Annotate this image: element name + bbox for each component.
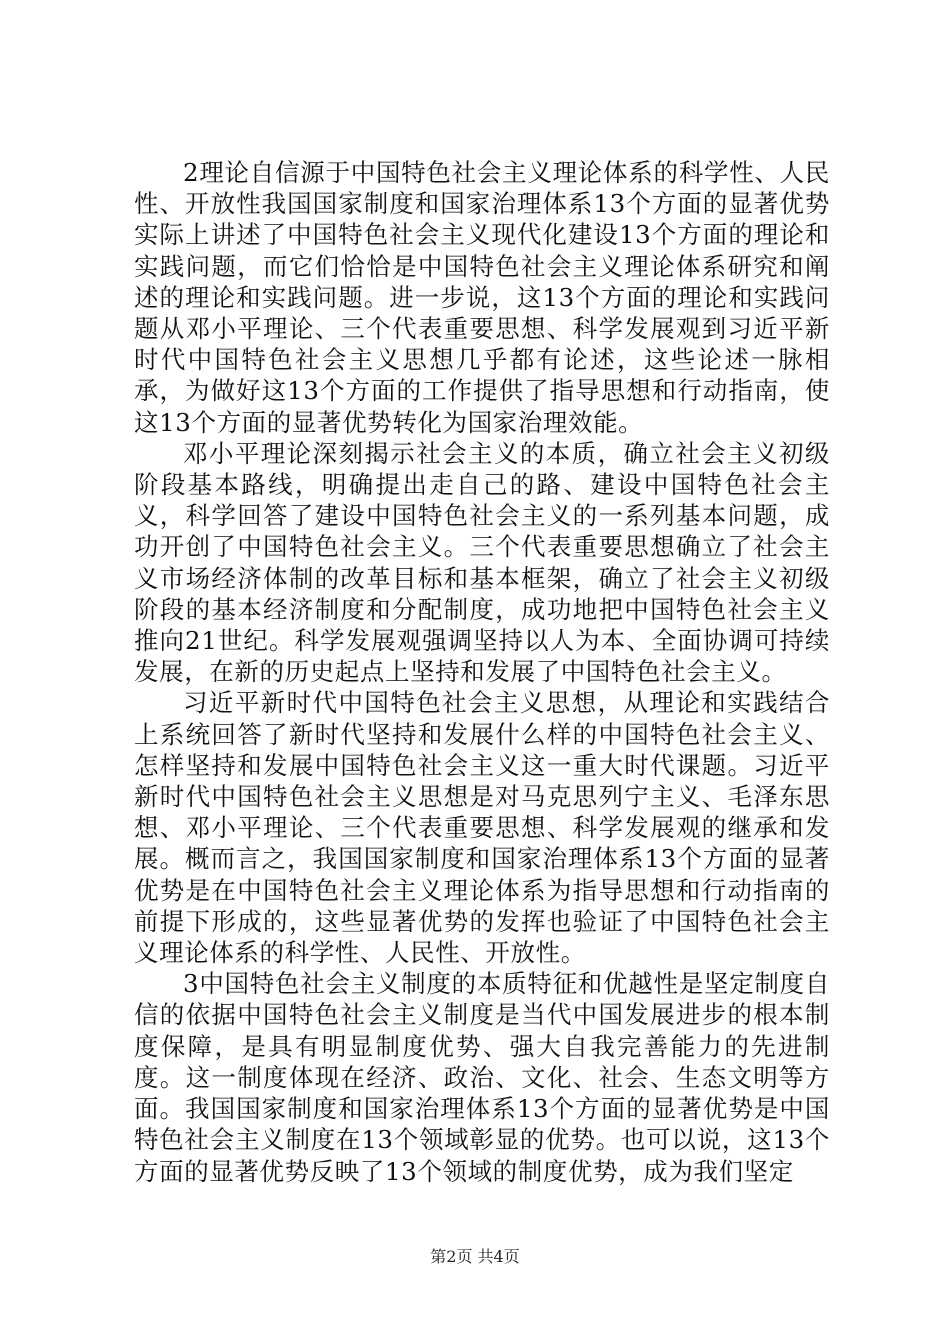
- paragraph-3: 习近平新时代中国特色社会主义思想，从理论和实践结合上系统回答了新时代坚持和发展什么样的中国特色社会主义、怎样坚持和发展中国特色社会主义这一重大时代课题。习近平新时代中国特色社会主义思想是对马克思列宁主义、毛泽东思想、邓小平理论、三个代表重要思想、科学发展观的继承和发展。概而言之，我国国家制度和国家治理体系13个方面的显著优势是在中国特色社会主义理论体系为指导思想和行动指南的前提下形成的，这些显著优势的发挥也验证了中国特色社会主义理论体系的科学性、人民性、开放性。: [134, 688, 830, 968]
- paragraph-2: 邓小平理论深刻揭示社会主义的本质，确立社会主义初级阶段基本路线，明确提出走自己的路、建设中国特色社会主义，科学回答了建设中国特色社会主义的一系列基本问题，成功开创了中国特色社会主义。三个代表重要思想确立了社会主义市场经济体制的改革目标和基本框架，确立了社会主义初级阶段的基本经济制度和分配制度，成功地把中国特色社会主义推向21世纪。科学发展观强调坚持以人为本、全面协调可持续发展，在新的历史起点上坚持和发展了中国特色社会主义。: [134, 438, 830, 687]
- paragraph-1: 2理论自信源于中国特色社会主义理论体系的科学性、人民性、开放性我国国家制度和国家治理体系13个方面的显著优势实际上讲述了中国特色社会主义现代化建设13个方面的理论和实践问题，而它们恰恰是中国特色社会主义理论体系研究和阐述的理论和实践问题。进一步说，这13个方面的理论和实践问题从邓小平理论、三个代表重要思想、科学发展观到习近平新时代中国特色社会主义思想几乎都有论述，这些论述一脉相承，为做好这13个方面的工作提供了指导思想和行动指南，使这13个方面的显著优势转化为国家治理效能。: [134, 158, 830, 437]
- page-number-footer: 第2页 共4页: [430, 1247, 520, 1266]
- body-text: [134, 157, 830, 1187]
- paragraph-4: 3中国特色社会主义制度的本质特征和优越性是坚定制度自信的依据中国特色社会主义制度是当代中国发展进步的根本制度保障，是具有明显制度优势、强大自我完善能力的先进制度。这一制度体现在经济、政治、文化、社会、生态文明等方面。我国国家制度和国家治理体系13个方面的显著优势是中国特色社会主义制度在13个领域彰显的优势。也可以说，这13个方面的显著优势反映了13个领域的制度优势，成为我们坚定: [134, 969, 830, 1186]
